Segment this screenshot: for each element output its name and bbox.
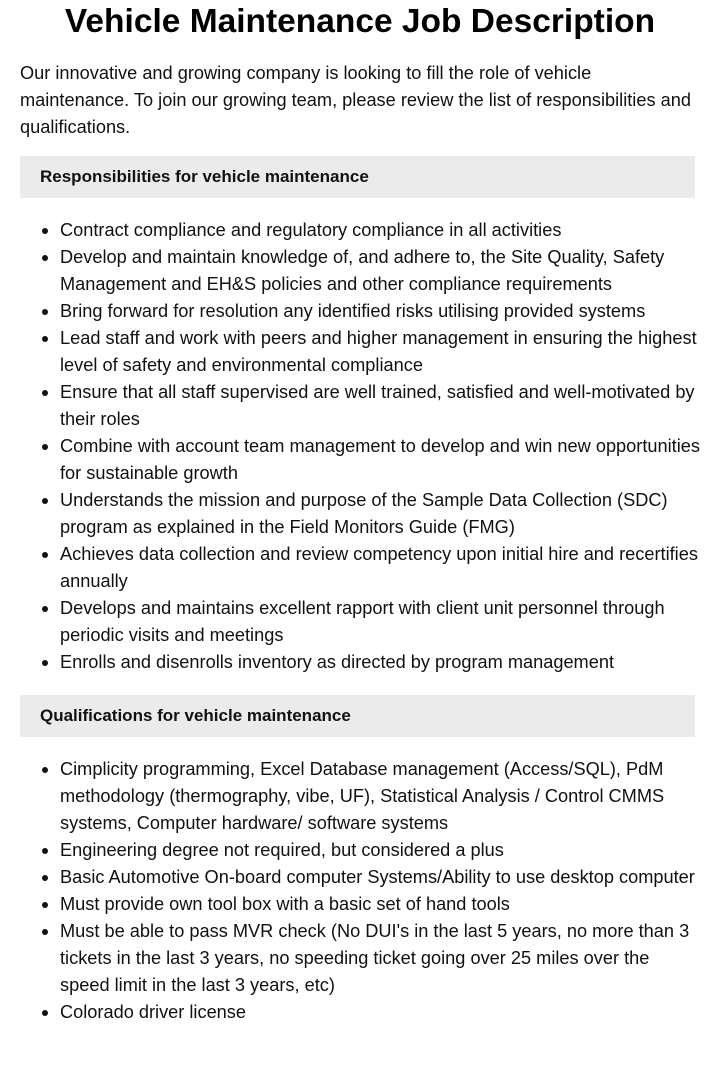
list-item-text: Basic Automotive On-board computer Systems/Ability to use desktop computer — [60, 867, 695, 887]
page-title: Vehicle Maintenance Job Description — [64, 3, 656, 40]
bullet-icon — [42, 660, 48, 666]
responsibilities-heading: Responsibilities for vehicle maintenance — [20, 156, 695, 198]
list-item — [60, 541, 700, 595]
list-item-text: Achieves data collection and review competency upon initial hire and recertifies annually — [60, 544, 698, 591]
qualifications-heading: Qualifications for vehicle maintenance — [20, 695, 695, 737]
bullet-icon — [42, 228, 48, 234]
list-item-text: Contract compliance and regulatory compliance in all activities — [60, 220, 562, 240]
qualifications-list — [20, 756, 700, 1026]
list-item — [60, 487, 700, 541]
list-item — [60, 918, 700, 999]
list-item — [60, 379, 700, 433]
list-item-text: Develops and maintains excellent rapport with client unit personnel through periodic visits and meetings — [60, 598, 665, 645]
bullet-icon — [42, 255, 48, 261]
list-item — [60, 298, 700, 325]
list-item-text: Colorado driver license — [60, 1002, 247, 1022]
intro-paragraph: Our innovative and growing company is looking to fill the role of vehicle maintenance. To join our growing team, please review the list of responsibilities and qualifications. — [20, 63, 691, 137]
list-item — [60, 864, 700, 891]
list-item — [60, 595, 700, 649]
list-item — [60, 649, 700, 676]
list-item-text: Develop and maintain knowledge of, and adhere to, the Site Quality, Safety Management and EH&S policies and other compliance requirements — [60, 247, 665, 294]
list-item-text: Ensure that all staff supervised are well trained, satisfied and well-motivated by their roles — [60, 382, 695, 429]
list-item-text: Lead staff and work with peers and higher management in ensuring the highest level of safety and environmental compliance — [60, 328, 697, 375]
list-item-text: Cimplicity programming, Excel Database management (Access/SQL), PdM methodology (thermography, vibe, UF), Statistical Analysis / Control CMMS systems, Computer hardware/ software systems — [60, 759, 665, 833]
bullet-icon — [42, 498, 48, 504]
bullet-icon — [42, 606, 48, 612]
bullet-icon — [42, 929, 48, 935]
list-item-text: Enrolls and disenrolls inventory as directed by program management — [60, 652, 614, 672]
list-item-text: Must provide own tool box with a basic set of hand tools — [60, 894, 510, 914]
list-item-text: Bring forward for resolution any identified risks utilising provided systems — [60, 301, 646, 321]
bullet-icon — [42, 1010, 48, 1016]
bullet-icon — [42, 902, 48, 908]
list-item — [60, 891, 700, 918]
list-item-text: Combine with account team management to develop and win new opportunities for sustainable growth — [60, 436, 700, 483]
list-item — [60, 325, 700, 379]
bullet-icon — [42, 309, 48, 315]
list-item-text: Engineering degree not required, but considered a plus — [60, 840, 504, 860]
bullet-icon — [42, 444, 48, 450]
bullet-icon — [42, 390, 48, 396]
list-item-text: Understands the mission and purpose of the Sample Data Collection (SDC) program as explained in the Field Monitors Guide (FMG) — [60, 490, 668, 537]
list-item-text: Must be able to pass MVR check (No DUI's in the last 5 years, no more than 3 tickets in the last 3 years, no speeding ticket going over 25 miles over the speed limit in the last 3 years, etc) — [60, 921, 690, 995]
bullet-icon — [42, 848, 48, 854]
bullet-icon — [42, 552, 48, 558]
bullet-icon — [42, 767, 48, 773]
list-item — [60, 217, 700, 244]
list-item — [60, 837, 700, 864]
list-item — [60, 244, 700, 298]
list-item — [60, 756, 700, 837]
bullet-icon — [42, 875, 48, 881]
bullet-icon — [42, 336, 48, 342]
responsibilities-list — [20, 217, 700, 676]
list-item — [60, 433, 700, 487]
list-item — [60, 999, 700, 1026]
